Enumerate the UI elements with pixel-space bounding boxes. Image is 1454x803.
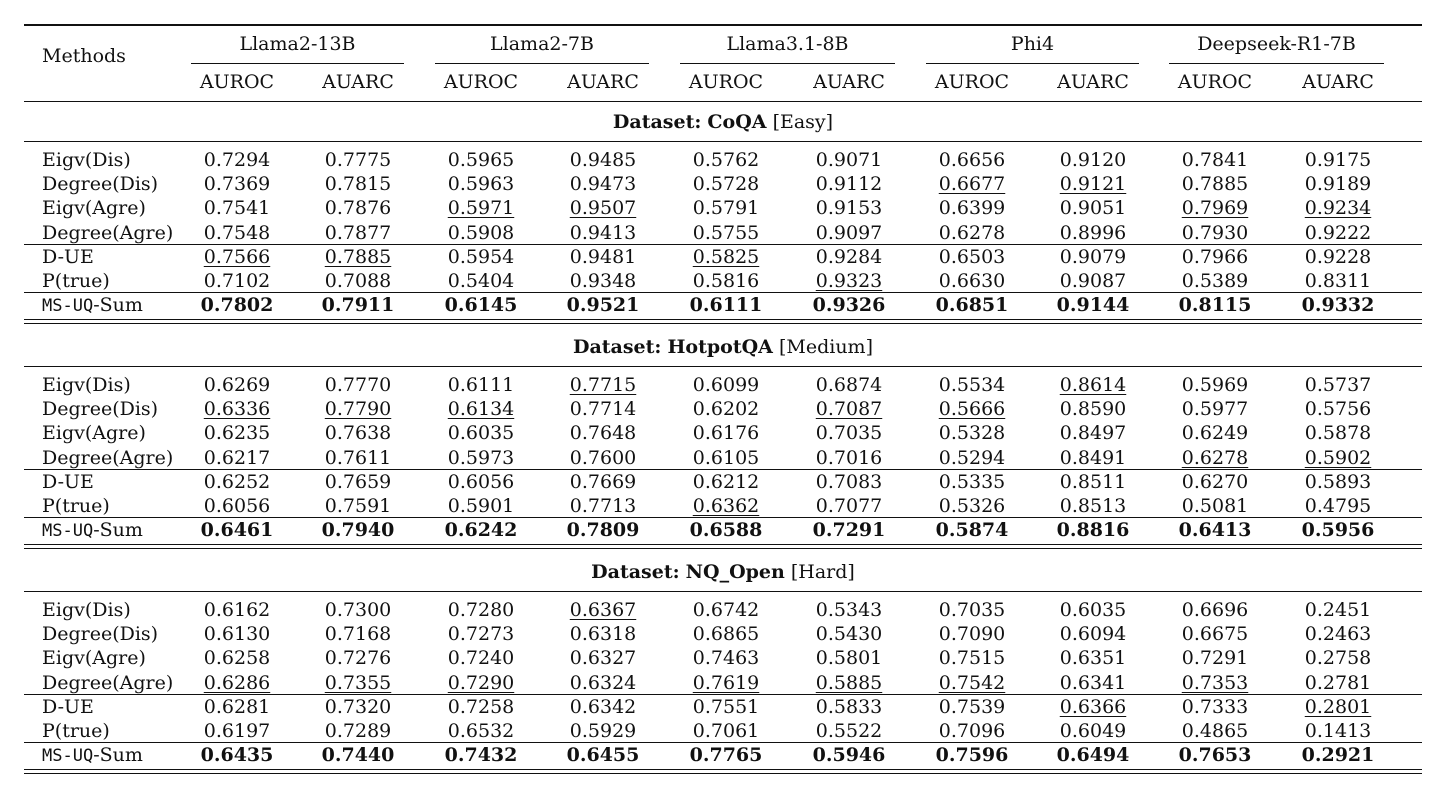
table-cell: 0.6865 <box>692 623 760 646</box>
ours-method-mono: MS-UQ <box>42 296 94 317</box>
table-cell: 0.7885 <box>1181 173 1249 196</box>
table-cell: 0.6035 <box>447 422 515 445</box>
table-cell: 0.9153 <box>815 197 883 220</box>
table-cell: 0.9087 <box>1059 270 1127 292</box>
table-cell: 0.7790 <box>324 398 392 421</box>
table-cell: 0.7088 <box>324 270 392 292</box>
table-cell: 0.7715 <box>569 374 637 396</box>
table-cell: 0.5335 <box>938 470 1006 493</box>
table-cell: 0.7102 <box>203 270 271 292</box>
table-cell-best: 0.5874 <box>935 519 1009 542</box>
dataset-prefix: Dataset: <box>612 111 702 133</box>
table-cell: 0.9121 <box>1059 173 1127 196</box>
table-cell: 0.9175 <box>1304 149 1372 171</box>
table-cell: 0.6269 <box>203 374 271 396</box>
table-cell: 0.6235 <box>203 422 271 445</box>
table-cell: 0.7714 <box>569 398 637 421</box>
table-cell: 0.9323 <box>815 270 883 292</box>
table-cell: 0.7841 <box>1181 149 1249 171</box>
table-cell: 0.6503 <box>938 245 1006 268</box>
model-cmidrule <box>435 63 649 64</box>
method-name: D-UE <box>42 470 94 493</box>
table-cell: 0.7077 <box>815 495 883 517</box>
table-cell-best: 0.6588 <box>689 519 763 542</box>
table-cell: 0.9120 <box>1059 149 1127 171</box>
model-header: Llama2-7B <box>490 33 594 55</box>
method-name: Eigv(Agre) <box>42 197 146 220</box>
table-cell-best: 0.6461 <box>200 519 274 542</box>
table-cell: 0.5522 <box>815 720 883 742</box>
table-cell: 0.6212 <box>692 470 760 493</box>
table-cell: 0.6630 <box>938 270 1006 292</box>
ours-method-name <box>42 294 143 317</box>
table-cell: 0.5902 <box>1304 446 1372 469</box>
ours-rule <box>24 742 1422 743</box>
table-cell: 0.5404 <box>447 270 515 292</box>
table-cell: 0.7369 <box>203 173 271 196</box>
table-cell: 0.7035 <box>938 599 1006 621</box>
section-title-rule <box>24 366 1422 367</box>
table-cell-best: 0.7911 <box>321 294 395 317</box>
table-cell-best: 0.6455 <box>566 744 640 767</box>
table-cell-best: 0.6851 <box>935 294 1009 317</box>
method-name: Degree(Dis) <box>42 623 159 646</box>
table-cell: 0.9222 <box>1304 221 1372 244</box>
table-cell: 0.7463 <box>692 647 760 670</box>
table-cell: 0.5825 <box>692 245 760 268</box>
table-cell: 0.8491 <box>1059 446 1127 469</box>
table-cell: 0.5878 <box>1304 422 1372 445</box>
model-cmidrule <box>191 63 404 64</box>
metric-header: AUROC <box>934 71 1010 93</box>
table-cell: 0.6252 <box>203 470 271 493</box>
table-cell: 0.6162 <box>203 599 271 621</box>
table-cell: 0.7291 <box>1181 647 1249 670</box>
table-cell: 0.5737 <box>1304 374 1372 396</box>
table-cell: 0.5969 <box>1181 374 1249 396</box>
table-cell: 0.5534 <box>938 374 1006 396</box>
table-cell: 0.7566 <box>203 245 271 268</box>
section-title-rule <box>24 591 1422 592</box>
table-cell: 0.5801 <box>815 647 883 670</box>
table-cell: 0.7087 <box>815 398 883 421</box>
table-cell: 0.6249 <box>1181 422 1249 445</box>
table-cell: 0.5326 <box>938 495 1006 517</box>
table-cell: 0.6367 <box>569 599 637 621</box>
table-cell-best: 0.6435 <box>200 744 274 767</box>
table-cell: 0.7294 <box>203 149 271 171</box>
dataset-prefix: Dataset: <box>591 561 680 583</box>
method-name: Eigv(Agre) <box>42 422 146 445</box>
table-cell: 0.6176 <box>692 422 760 445</box>
table-cell: 0.7669 <box>569 470 637 493</box>
table-cell: 0.7542 <box>938 671 1006 694</box>
table-cell: 0.6278 <box>1181 446 1249 469</box>
table-cell: 0.9097 <box>815 221 883 244</box>
method-name: Degree(Dis) <box>42 173 159 196</box>
dataset-difficulty: [Easy] <box>772 111 834 133</box>
ours-rule <box>24 517 1422 518</box>
table-cell-best: 0.8816 <box>1056 519 1130 542</box>
table-cell: 0.6675 <box>1181 623 1249 646</box>
method-name: Eigv(Dis) <box>42 599 131 621</box>
table-cell: 0.7290 <box>447 671 515 694</box>
table-cell: 0.7355 <box>324 671 392 694</box>
table-cell: 0.9284 <box>815 245 883 268</box>
section-double-rule-top <box>24 769 1422 770</box>
table-cell: 0.6056 <box>203 495 271 517</box>
dataset-title <box>24 336 1422 358</box>
table-cell: 0.9112 <box>815 173 883 196</box>
model-cmidrule <box>926 63 1139 64</box>
table-cell: 0.6099 <box>692 374 760 396</box>
metric-header: AUROC <box>443 71 519 93</box>
section-double-rule-bottom <box>24 548 1422 549</box>
table-cell: 0.5816 <box>692 270 760 292</box>
table-cell-best: 0.7291 <box>812 519 886 542</box>
table-cell: 0.9481 <box>569 245 637 268</box>
table-cell: 0.6105 <box>692 446 760 469</box>
table-cell: 0.9051 <box>1059 197 1127 220</box>
table-cell-best: 0.2921 <box>1301 744 1375 767</box>
table-cell: 0.6656 <box>938 149 1006 171</box>
dataset-prefix: Dataset: <box>572 336 662 358</box>
table-cell: 0.8590 <box>1059 398 1127 421</box>
table-cell: 0.5908 <box>447 221 515 244</box>
table-cell: 0.6324 <box>569 671 637 694</box>
table-cell: 0.5755 <box>692 221 760 244</box>
table-cell: 0.7061 <box>692 720 760 742</box>
ours-method-mono: MS-UQ <box>42 746 94 767</box>
table-cell: 0.5885 <box>815 671 883 694</box>
table-cell: 0.9071 <box>815 149 883 171</box>
baseline-group-rule <box>24 694 1422 695</box>
method-name: P(true) <box>42 720 110 742</box>
baseline-group-rule <box>24 244 1422 245</box>
method-name: Degree(Agre) <box>42 446 174 469</box>
table-cell: 0.7775 <box>324 149 392 171</box>
table-cell-best: 0.7765 <box>689 744 763 767</box>
table-cell: 0.4795 <box>1304 495 1372 517</box>
table-cell: 0.7090 <box>938 623 1006 646</box>
dataset-difficulty: [Medium] <box>778 336 873 358</box>
table-cell: 0.5963 <box>447 173 515 196</box>
table-cell: 0.4865 <box>1181 720 1249 742</box>
method-name: Eigv(Dis) <box>42 149 131 171</box>
table-cell-best: 0.7802 <box>200 294 274 317</box>
table-cell: 0.7333 <box>1181 695 1249 718</box>
table-cell: 0.7619 <box>692 671 760 694</box>
ours-method-suffix: -Sum <box>93 744 143 767</box>
table-cell: 0.6366 <box>1059 695 1127 718</box>
table-cell-best: 0.6242 <box>444 519 518 542</box>
table-cell: 0.9079 <box>1059 245 1127 268</box>
method-name: Eigv(Dis) <box>42 374 131 396</box>
metric-header: AUARC <box>1057 71 1129 93</box>
table-cell: 0.6217 <box>203 446 271 469</box>
table-cell: 0.5666 <box>938 398 1006 421</box>
table-cell: 0.5971 <box>447 197 515 220</box>
table-cell-best: 0.6494 <box>1056 744 1130 767</box>
metric-header: AUROC <box>199 71 275 93</box>
table-cell: 0.6286 <box>203 671 271 694</box>
table-cell: 0.6351 <box>1059 647 1127 670</box>
table-cell-best: 0.7596 <box>935 744 1009 767</box>
model-cmidrule <box>680 63 895 64</box>
method-name: D-UE <box>42 695 94 718</box>
table-cell: 0.5328 <box>938 422 1006 445</box>
table-cell: 0.5081 <box>1181 495 1249 517</box>
table-cell: 0.7966 <box>1181 245 1249 268</box>
section-double-rule-top <box>24 544 1422 545</box>
method-name: D-UE <box>42 245 94 268</box>
table-cell: 0.5893 <box>1304 470 1372 493</box>
table-cell: 0.7016 <box>815 446 883 469</box>
table-cell: 0.6742 <box>692 599 760 621</box>
table-cell: 0.6318 <box>569 623 637 646</box>
table-cell: 0.7276 <box>324 647 392 670</box>
metric-header: AUROC <box>1177 71 1253 93</box>
table-cell: 0.7240 <box>447 647 515 670</box>
table-cell: 0.6258 <box>203 647 271 670</box>
table-cell: 0.6134 <box>447 398 515 421</box>
table-cell: 0.6532 <box>447 720 515 742</box>
table-cell: 0.6341 <box>1059 671 1127 694</box>
table-cell-best: 0.6145 <box>444 294 518 317</box>
table-cell: 0.5728 <box>692 173 760 196</box>
table-cell: 0.8513 <box>1059 495 1127 517</box>
table-cell: 0.1413 <box>1304 720 1372 742</box>
table-cell: 0.7770 <box>324 374 392 396</box>
table-cell: 0.7320 <box>324 695 392 718</box>
table-cell: 0.5343 <box>815 599 883 621</box>
table-cell: 0.8614 <box>1059 374 1127 396</box>
table-cell: 0.9485 <box>569 149 637 171</box>
table-cell: 0.7289 <box>324 720 392 742</box>
table-cell: 0.6270 <box>1181 470 1249 493</box>
table-cell-best: 0.7653 <box>1178 744 1252 767</box>
table-cell: 0.7611 <box>324 446 392 469</box>
table-cell-best: 0.9332 <box>1301 294 1375 317</box>
method-name: Eigv(Agre) <box>42 647 146 670</box>
table-cell: 0.5756 <box>1304 398 1372 421</box>
table-cell-best: 0.9326 <box>812 294 886 317</box>
table-cell: 0.7877 <box>324 221 392 244</box>
table-cell: 0.2451 <box>1304 599 1372 621</box>
table-cell: 0.5762 <box>692 149 760 171</box>
table-cell: 0.7969 <box>1181 197 1249 220</box>
table-cell: 0.8497 <box>1059 422 1127 445</box>
metric-header: AUROC <box>688 71 764 93</box>
table-cell-best: 0.7940 <box>321 519 395 542</box>
ours-rule <box>24 292 1422 293</box>
table-cell: 0.7930 <box>1181 221 1249 244</box>
table-cell: 0.6362 <box>692 495 760 517</box>
table-cell: 0.7353 <box>1181 671 1249 694</box>
metric-header: AUARC <box>322 71 394 93</box>
table-cell: 0.9348 <box>569 270 637 292</box>
baseline-group-rule <box>24 469 1422 470</box>
table-cell: 0.9234 <box>1304 197 1372 220</box>
table-cell: 0.5973 <box>447 446 515 469</box>
ours-method-suffix: -Sum <box>93 519 143 542</box>
table-cell: 0.9473 <box>569 173 637 196</box>
header-bottom-rule <box>24 101 1422 102</box>
table-cell: 0.7300 <box>324 599 392 621</box>
table-cell: 0.7638 <box>324 422 392 445</box>
table-cell: 0.7280 <box>447 599 515 621</box>
table-cell: 0.6130 <box>203 623 271 646</box>
model-header: Deepseek-R1-7B <box>1197 33 1356 55</box>
table-cell: 0.9228 <box>1304 245 1372 268</box>
ours-method-suffix: -Sum <box>93 294 143 317</box>
table-cell: 0.7659 <box>324 470 392 493</box>
table-cell: 0.7600 <box>569 446 637 469</box>
method-name: Degree(Dis) <box>42 398 159 421</box>
table-cell: 0.7168 <box>324 623 392 646</box>
model-header: Phi4 <box>1010 33 1055 55</box>
table-cell-best: 0.6111 <box>689 294 763 317</box>
table-cell: 0.7273 <box>447 623 515 646</box>
table-cell: 0.6049 <box>1059 720 1127 742</box>
table-cell: 0.7591 <box>324 495 392 517</box>
table-cell: 0.9413 <box>569 221 637 244</box>
table-cell: 0.5901 <box>447 495 515 517</box>
table-cell: 0.8511 <box>1059 470 1127 493</box>
table-top-rule <box>24 24 1422 26</box>
table-cell: 0.6327 <box>569 647 637 670</box>
table-cell-best: 0.8115 <box>1178 294 1252 317</box>
table-cell: 0.6035 <box>1059 599 1127 621</box>
table-cell: 0.7539 <box>938 695 1006 718</box>
section-double-rule-bottom <box>24 773 1422 774</box>
table-cell: 0.6202 <box>692 398 760 421</box>
method-name: Degree(Agre) <box>42 221 174 244</box>
methods-header: Methods <box>42 45 126 67</box>
section-title-rule <box>24 141 1422 142</box>
table-cell: 0.5791 <box>692 197 760 220</box>
table-cell: 0.7648 <box>569 422 637 445</box>
table-cell: 0.6696 <box>1181 599 1249 621</box>
table-cell: 0.6281 <box>203 695 271 718</box>
table-cell-best: 0.5956 <box>1301 519 1375 542</box>
dataset-name: CoQA <box>707 111 767 133</box>
table-cell: 0.6278 <box>938 221 1006 244</box>
table-cell-best: 0.7809 <box>566 519 640 542</box>
table-cell: 0.9507 <box>569 197 637 220</box>
section-double-rule-bottom <box>24 323 1422 324</box>
method-name: Degree(Agre) <box>42 671 174 694</box>
table-cell-best: 0.7432 <box>444 744 518 767</box>
metric-header: AUARC <box>567 71 639 93</box>
table-cell-best: 0.9144 <box>1056 294 1130 317</box>
table-cell: 0.5430 <box>815 623 883 646</box>
table-cell: 0.6094 <box>1059 623 1127 646</box>
table-cell: 0.7885 <box>324 245 392 268</box>
method-name: P(true) <box>42 270 110 292</box>
table-cell-best: 0.9521 <box>566 294 640 317</box>
model-header: Llama3.1-8B <box>726 33 849 55</box>
table-cell: 0.6399 <box>938 197 1006 220</box>
table-cell: 0.9189 <box>1304 173 1372 196</box>
metric-header: AUARC <box>813 71 885 93</box>
model-cmidrule <box>1169 63 1384 64</box>
table-cell: 0.7548 <box>203 221 271 244</box>
dataset-name: HotpotQA <box>667 336 773 358</box>
dataset-title <box>24 561 1422 583</box>
table-cell: 0.2463 <box>1304 623 1372 646</box>
table-cell: 0.6336 <box>203 398 271 421</box>
table-cell: 0.8996 <box>1059 221 1127 244</box>
table-cell: 0.7083 <box>815 470 883 493</box>
table-cell: 0.7258 <box>447 695 515 718</box>
ours-method-name <box>42 519 143 542</box>
table-cell: 0.7713 <box>569 495 637 517</box>
table-cell: 0.5929 <box>569 720 637 742</box>
table-cell: 0.7541 <box>203 197 271 220</box>
table-cell: 0.7096 <box>938 720 1006 742</box>
table-cell: 0.7815 <box>324 173 392 196</box>
model-header: Llama2-13B <box>239 33 356 55</box>
table-cell: 0.5389 <box>1181 270 1249 292</box>
dataset-difficulty: [Hard] <box>790 561 855 583</box>
table-cell-best: 0.5946 <box>812 744 886 767</box>
table-cell: 0.5977 <box>1181 398 1249 421</box>
table-cell-best: 0.7440 <box>321 744 395 767</box>
table-cell-best: 0.6413 <box>1178 519 1252 542</box>
table-cell: 0.5954 <box>447 245 515 268</box>
metric-header: AUARC <box>1302 71 1374 93</box>
section-double-rule-top <box>24 319 1422 320</box>
table-cell: 0.2758 <box>1304 647 1372 670</box>
ours-method-name <box>42 744 143 767</box>
table-cell: 0.2781 <box>1304 671 1372 694</box>
table-cell: 0.7551 <box>692 695 760 718</box>
ours-method-mono: MS-UQ <box>42 521 94 542</box>
dataset-name: NQ_Open <box>685 561 785 583</box>
table-cell: 0.7876 <box>324 197 392 220</box>
table-cell: 0.6677 <box>938 173 1006 196</box>
table-cell: 0.6342 <box>569 695 637 718</box>
table-cell: 0.5833 <box>815 695 883 718</box>
table-cell: 0.6056 <box>447 470 515 493</box>
table-cell: 0.2801 <box>1304 695 1372 718</box>
table-cell: 0.5965 <box>447 149 515 171</box>
table-cell: 0.6111 <box>447 374 515 396</box>
table-cell: 0.7515 <box>938 647 1006 670</box>
method-name: P(true) <box>42 495 110 517</box>
dataset-title <box>24 111 1422 133</box>
table-cell: 0.6197 <box>203 720 271 742</box>
table-cell: 0.5294 <box>938 446 1006 469</box>
table-cell: 0.6874 <box>815 374 883 396</box>
table-cell: 0.7035 <box>815 422 883 445</box>
table-cell: 0.8311 <box>1304 270 1372 292</box>
